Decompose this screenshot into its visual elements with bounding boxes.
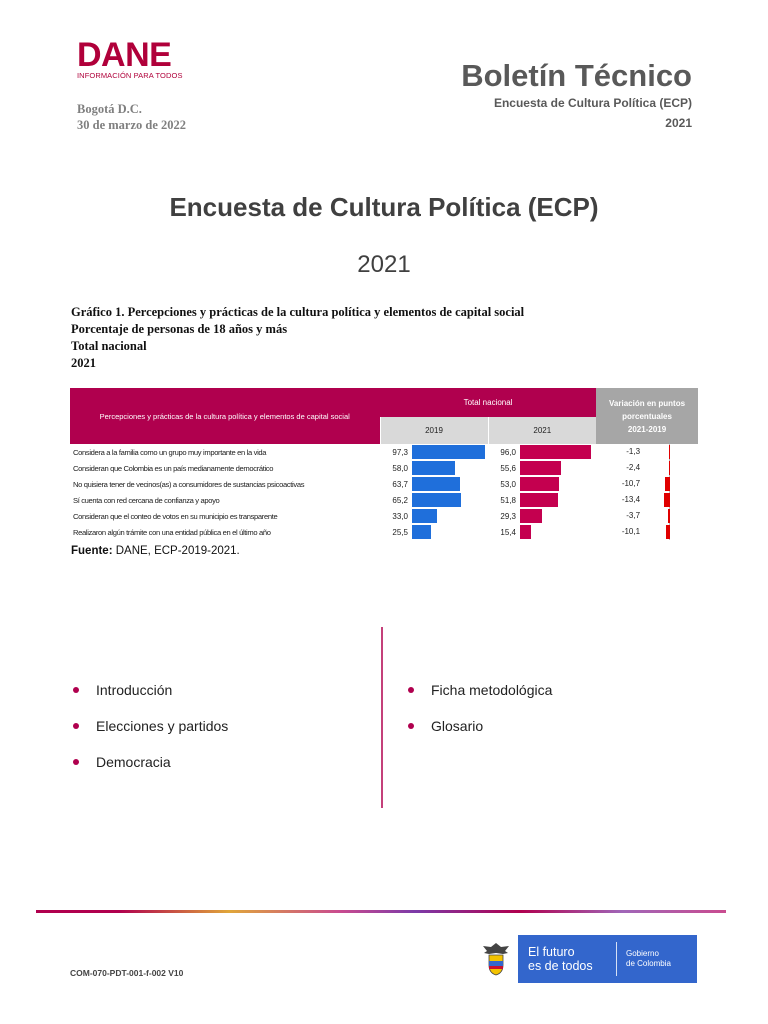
bar-2019 (412, 493, 461, 507)
variation-cell (596, 460, 698, 476)
table-row (70, 524, 698, 540)
variation-cell (596, 476, 698, 492)
toc-item-democracia[interactable] (70, 752, 228, 788)
row-label: Considera a la familia como un grupo muy importante en la vida (73, 447, 267, 457)
toc-item-elecciones[interactable] (70, 716, 228, 752)
bar-cell-2021 (520, 508, 596, 524)
table-row (70, 476, 698, 492)
bullet-icon (408, 687, 414, 693)
value-2019: 58,0 (392, 463, 408, 473)
value-2021: 55,6 (500, 463, 516, 473)
bar-cell-2019 (412, 508, 488, 524)
bar-2021 (520, 445, 591, 459)
page-title: Encuesta de Cultura Política (ECP) (169, 192, 599, 222)
toc-item-label: Introducción (96, 682, 173, 698)
bar-2019 (412, 477, 460, 491)
variation-bar (666, 525, 671, 539)
gov-name (617, 949, 671, 969)
source-note (71, 545, 240, 557)
bullet-icon (73, 759, 79, 765)
footer-rule (36, 910, 726, 913)
toc-item-label: Elecciones y partidos (96, 718, 229, 734)
logo-tagline: INFORMACIÓN PARA TODOS (77, 71, 183, 80)
bar-2021 (520, 525, 531, 539)
figure-caption: Gráfico 1. Percepciones y prácticas de la cultura política y elementos de capital social (71, 305, 525, 319)
bullet-icon (73, 723, 79, 729)
bar-cell-2019 (412, 444, 488, 460)
gov-separator (616, 942, 617, 976)
header-2019: 2019 (380, 417, 488, 444)
place-date (77, 101, 186, 133)
header-variation (596, 388, 698, 444)
toc-left (70, 680, 228, 788)
perceptions-table (70, 388, 698, 540)
page-year: 2021 (357, 251, 411, 278)
bullet-icon (408, 723, 414, 729)
dane-logo (77, 36, 187, 80)
variation-value: -10,7 (621, 479, 641, 488)
toc-divider (381, 627, 383, 808)
variation-value: -3,7 (626, 511, 641, 520)
variation-value: -13,4 (621, 495, 641, 504)
value-2021: 15,4 (500, 527, 516, 537)
variation-value: -1,3 (626, 447, 641, 456)
bar-2019 (412, 525, 431, 539)
government-badge (474, 935, 697, 983)
variation-bar (664, 493, 670, 507)
value-2021: 51,8 (500, 495, 516, 505)
bar-2019 (412, 509, 437, 523)
bar-cell-2019 (412, 492, 488, 508)
bar-cell-2019 (412, 460, 488, 476)
header-total-nacional: Total nacional (380, 388, 596, 417)
table-row (70, 508, 698, 524)
value-2019: 33,0 (392, 511, 408, 521)
logo-word: DANE (77, 36, 172, 74)
variation-cell (596, 492, 698, 508)
value-2021: 53,0 (500, 479, 516, 489)
bar-cell-2021 (520, 444, 596, 460)
toc-item-glosario[interactable] (405, 716, 552, 752)
value-2021: 29,3 (500, 511, 516, 521)
table-row (70, 460, 698, 476)
bar-cell-2021 (520, 476, 596, 492)
variation-bar (668, 509, 670, 523)
bar-cell-2019 (412, 524, 488, 540)
value-2019: 63,7 (392, 479, 408, 489)
variation-cell (596, 444, 698, 460)
figure-subcaption: Porcentaje de personas de 18 años y más (71, 322, 288, 336)
coat-of-arms-icon (474, 935, 518, 983)
variation-bar (669, 461, 670, 475)
figure-year: 2021 (71, 356, 96, 370)
bar-cell-2021 (520, 524, 596, 540)
bar-2019 (412, 461, 455, 475)
row-label: Sí cuenta con red cercana de confianza y apoyo (73, 495, 220, 505)
bar-2021 (520, 493, 558, 507)
variation-value: -2,4 (626, 463, 641, 472)
publication-date: 30 de marzo de 2022 (77, 118, 187, 132)
gov-slogan-line2: es de todos (528, 959, 593, 973)
bulletin-year: 2021 (665, 116, 692, 130)
bar-cell-2021 (520, 492, 596, 508)
header-variation-line3: 2021-2019 (627, 424, 667, 434)
bulletin-title: Boletín Técnico (461, 58, 692, 93)
value-2021: 96,0 (500, 447, 516, 457)
bar-2021 (520, 509, 542, 523)
gov-slogan-line1: El futuro (528, 945, 575, 959)
bullet-icon (73, 687, 79, 693)
gov-slogan (518, 945, 616, 973)
row-label: No quisiera tener de vecinos(as) a consumidores de sustancias psicoactivas (73, 479, 305, 489)
header-perceptions: Percepciones y prácticas de la cultura política y elementos de capital social (70, 388, 380, 444)
value-2019: 65,2 (392, 495, 408, 505)
toc-item-ficha[interactable] (405, 680, 552, 716)
bar-cell-2021 (520, 460, 596, 476)
bar-2021 (520, 477, 559, 491)
variation-bar (669, 445, 670, 459)
value-2019: 25,5 (392, 527, 408, 537)
bar-2021 (520, 461, 561, 475)
document-code: COM-070-PDT-001-f-002 V10 (70, 968, 184, 978)
source-text: DANE, ECP-2019-2021. (112, 545, 240, 557)
bar-2019 (412, 445, 485, 459)
toc-item-label: Democracia (96, 754, 171, 770)
city: Bogotá D.C. (77, 102, 142, 116)
header-2021: 2021 (488, 417, 596, 444)
header-variation-line2: porcentuales (622, 411, 672, 421)
table-body (70, 444, 698, 540)
toc-item-label: Ficha metodológica (431, 682, 553, 698)
table-row (70, 444, 698, 460)
bulletin-subtitle: Encuesta de Cultura Política (ECP) (493, 96, 692, 110)
row-label: Consideran que Colombia es un país medianamente democrático (73, 463, 274, 473)
bar-cell-2019 (412, 476, 488, 492)
gov-name-line1: Gobierno (626, 949, 659, 958)
toc-item-introduccion[interactable] (70, 680, 228, 716)
variation-value: -10,1 (621, 527, 641, 536)
source-label: Fuente: (71, 545, 113, 557)
header-variation-line1: Variación en puntos (609, 398, 686, 408)
variation-cell (596, 524, 698, 540)
variation-cell (596, 508, 698, 524)
figure-scope: Total nacional (71, 339, 147, 353)
variation-bar (665, 477, 670, 491)
value-2019: 97,3 (392, 447, 408, 457)
gov-name-line2: de Colombia (626, 959, 671, 968)
row-label: Consideran que el conteo de votos en su municipio es transparente (73, 511, 278, 521)
toc-right (405, 680, 552, 752)
table-row (70, 492, 698, 508)
toc-item-label: Glosario (431, 718, 484, 734)
row-label: Realizaron algún trámite con una entidad pública en el último año (73, 527, 271, 537)
